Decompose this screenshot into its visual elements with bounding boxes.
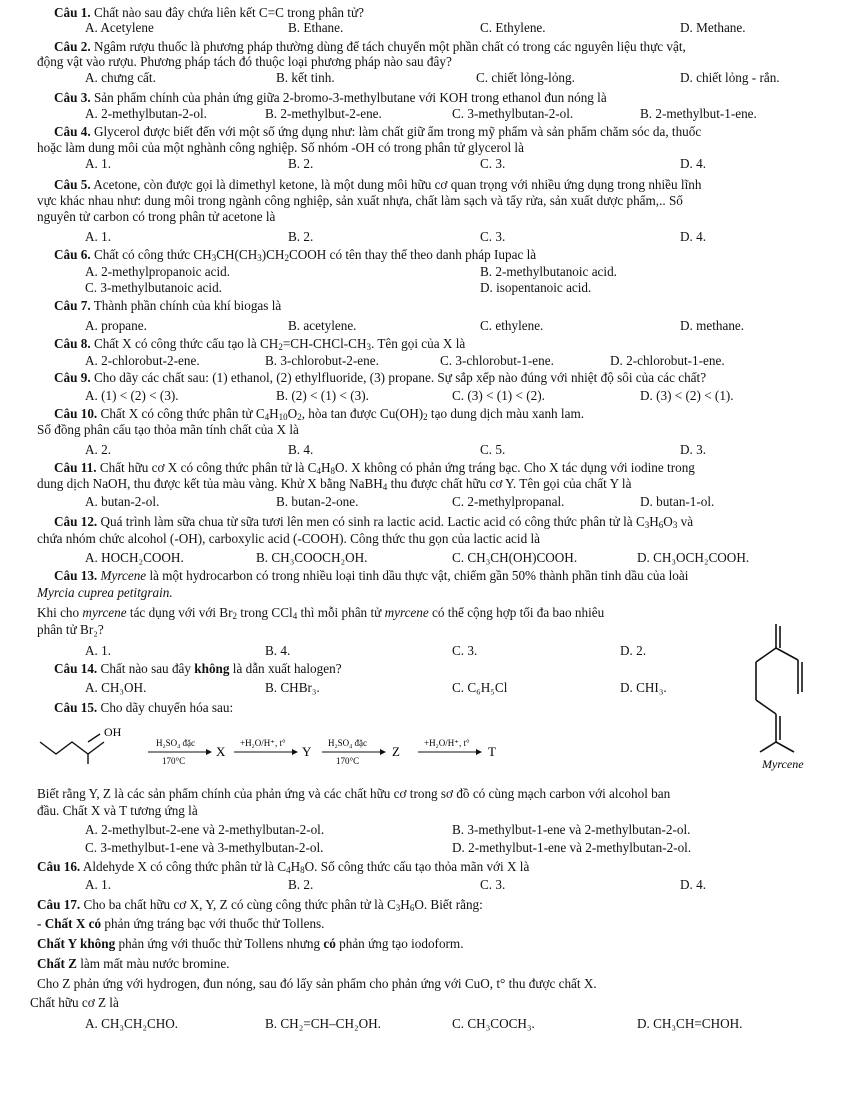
question-number: Câu 2.	[54, 39, 91, 54]
question-9	[54, 371, 706, 384]
option-b[interactable]: B. CH₂=CH–CH₂OH.	[265, 1016, 381, 1031]
option-d[interactable]: D. isopentanoic acid.	[480, 280, 592, 295]
question-text: Glycerol được biết đến với một số ứng dụng như: làm chất giữ ẩm trong mỹ phẩm và sản phẩm chăm sóc da, thuốc	[93, 124, 702, 139]
option-a[interactable]: A. (1) < (2) < (3).	[85, 388, 179, 403]
option-c[interactable]: C. 3-methylbutanoic acid.	[85, 280, 222, 295]
option-b[interactable]: B. CHBr₃.	[265, 680, 320, 695]
option-c[interactable]: C. 3.	[480, 877, 506, 892]
option-c[interactable]: C. chiết lỏng-lỏng.	[476, 70, 575, 85]
question-6	[54, 248, 536, 261]
question-text-cont: hoặc làm dung môi của một nghành công nghiệp. Số nhóm -OH có trong phân tử glycerol là	[37, 140, 524, 155]
option-d[interactable]: D. CH₃OCH₂COOH.	[637, 550, 750, 565]
question-15	[54, 701, 233, 714]
question-number: Câu 12.	[54, 514, 98, 529]
question-number: Câu 9.	[54, 370, 91, 385]
reagent-2: +H₂O/H⁺, t°	[240, 738, 286, 748]
question-text: Chất hữu cơ X có công thức phân tử là $C_4H_8O$. X không có phản ứng tráng bạc. Cho X tác dụng với iodine trong	[99, 460, 695, 476]
question-text: Thành phần chính của khí biogas là	[93, 298, 282, 313]
option-d[interactable]: D. 2-methylbut-1-ene và 2-methylbutan-2-ol.	[452, 840, 692, 855]
option-c[interactable]: C. Ethylene.	[480, 20, 546, 35]
question-text: Chất nào sau đây chứa liên kết C=C trong phân tử?	[93, 5, 364, 20]
question-text: Chất X có công thức cấu tạo là $CH_2=CH-CHCl-CH_3$. Tên gọi của X là	[93, 336, 466, 352]
option-a[interactable]: A. propane.	[85, 318, 147, 333]
product-t: T	[488, 744, 496, 759]
question-text-cont: Myrcia cuprea petitgrain.	[37, 585, 173, 600]
option-c[interactable]: C. 5.	[480, 442, 506, 457]
option-b[interactable]: B. 2-methylbut-2-ene.	[265, 106, 382, 121]
reagent-1-bottom: 170°C	[162, 756, 186, 766]
option-b[interactable]: B. 4.	[265, 643, 291, 658]
question-number: Câu 1.	[54, 5, 91, 20]
option-c[interactable]: C. 2-methylpropanal.	[452, 494, 565, 509]
question-number: Câu 16.	[37, 859, 81, 874]
option-a[interactable]: A. 2-chlorobut-2-ene.	[85, 353, 200, 368]
option-a[interactable]: A. butan-2-ol.	[85, 494, 160, 509]
option-d[interactable]: D. 2.	[620, 643, 647, 658]
myrcene-skeleton	[756, 624, 802, 752]
option-a[interactable]: A. 1.	[85, 156, 112, 171]
option-b[interactable]: B. 3-chlorobut-2-ene.	[265, 353, 379, 368]
question-number: Câu 8.	[54, 336, 91, 351]
question-text-cont: Số đồng phân cấu tạo thỏa mãn tính chất của X là	[37, 422, 299, 437]
option-a[interactable]: A. 1.	[85, 877, 112, 892]
option-c[interactable]: C. CH₃COCH₃.	[452, 1016, 535, 1031]
option-d[interactable]: D. 3.	[680, 442, 707, 457]
option-a[interactable]: A. chưng cất.	[85, 70, 156, 85]
option-a[interactable]: A. 2-methylbut-2-ene và 2-methylbutan-2-ol.	[85, 822, 325, 837]
option-d[interactable]: D. Methane.	[680, 20, 746, 35]
option-c[interactable]: C. 3-chlorobut-1-ene.	[440, 353, 554, 368]
question-text: Chất nào sau đây không là dẫn xuất halogen?	[100, 661, 342, 676]
option-b[interactable]: B. (2) < (1) < (3).	[276, 388, 369, 403]
question-17	[37, 898, 483, 911]
question-number: Câu 17.	[37, 897, 81, 912]
option-d[interactable]: D. 4.	[680, 156, 707, 171]
option-d[interactable]: D. 4.	[680, 229, 707, 244]
question-text-cont: Biết rằng Y, Z là các sản phẩm chính của phản ứng và các chất hữu cơ trong sơ đồ có cùng mạch carbon với alcohol ban	[37, 786, 671, 801]
question-number: Câu 4.	[54, 124, 91, 139]
option-b[interactable]: B. Ethane.	[288, 20, 344, 35]
arrow-1-head	[206, 749, 212, 755]
question-text: Aldehyde X có công thức phân tử là $C_4H_8O$. Số công thức cấu tạo thỏa mãn với X là	[82, 859, 530, 875]
question-text-cont: Chất Y không phản ứng với thuốc thử Tollens nhưng có phản ứng tạo iodoform.	[37, 936, 464, 951]
question-text-cont: Chất Z làm mất màu nước bromine.	[37, 956, 230, 971]
option-b[interactable]: B. acetylene.	[288, 318, 357, 333]
product-x: X	[216, 744, 226, 759]
option-c[interactable]: C. 3-methylbutan-2-ol.	[452, 106, 574, 121]
question-text-cont: dung dịch NaOH, thu được kết tủa màu vàng. Khử X bằng NaBH$_4$ thu được chất hữu cơ Y. Tên gọi của chất Y là	[37, 476, 632, 492]
option-a[interactable]: A. 2-methylpropanoic acid.	[85, 264, 231, 279]
question-14	[54, 662, 342, 675]
question-number: Câu 11.	[54, 460, 97, 475]
question-number: Câu 7.	[54, 298, 91, 313]
question-number: Câu 10.	[54, 406, 98, 421]
option-c[interactable]: C. (3) < (1) < (2).	[452, 388, 545, 403]
question-text: Chất X có công thức phân tử $C_4H_{10}O_2$, hòa tan được $Cu(OH)_2$ tạo dung dịch màu xanh lam.	[100, 406, 585, 422]
alcohol-skeleton	[40, 734, 104, 764]
question-text: Myrcene là một hydrocarbon có trong nhiều loại tinh dầu thực vật, chiếm gần 50% thành phần tinh dầu của loài	[100, 568, 689, 583]
reagent-3-bottom: 170°C	[336, 756, 360, 766]
question-text: Cho dãy các chất sau: (1) ethanol, (2) ethylfluoride, (3) propane. Sự sắp xếp nào đúng với nhiệt độ sôi của các chất?	[93, 370, 707, 385]
question-text-cont: Khi cho myrcene tác dụng với với $Br_2$ trong CCl$_4$ thì mỗi phân tử myrcene có thể cộng hợp tối đa bao nhiêu	[37, 605, 605, 621]
option-d[interactable]: D. butan-1-ol.	[640, 494, 715, 509]
question-text-cont: Chất hữu cơ Z là	[30, 995, 119, 1010]
product-y: Y	[302, 744, 312, 759]
option-a[interactable]: A. 2.	[85, 442, 112, 457]
question-text: Acetone, còn được gọi là dimethyl ketone, là một dung môi hữu cơ quan trọng với nhiều ứng dụng trong nhiều lĩnh	[93, 177, 702, 192]
myrcene-structure	[740, 618, 840, 778]
question-5	[54, 178, 701, 191]
option-d[interactable]: D. CH₃CH=CHOH.	[637, 1016, 743, 1031]
question-text-cont: đầu. Chất X và T tương ứng là	[37, 803, 198, 818]
option-d[interactable]: D. (3) < (2) < (1).	[640, 388, 734, 403]
option-a[interactable]: A. HOCH₂COOH.	[85, 550, 184, 565]
question-text-cont: phân tử Br₂?	[37, 622, 104, 637]
reagent-3-top: H₂SO₄ đặc	[328, 738, 368, 748]
reagent-4: +H₂O/H⁺, t°	[424, 738, 470, 748]
question-7	[54, 299, 281, 312]
option-b[interactable]: B. 2.	[288, 229, 314, 244]
question-text: Sản phẩm chính của phản ứng giữa 2-bromo-3-methylbutane với KOH trong ethanol đun nóng là	[93, 90, 607, 105]
option-a[interactable]: A. CH₃CH₂CHO.	[85, 1016, 179, 1031]
question-1	[54, 6, 364, 19]
option-a[interactable]: A. 1.	[85, 229, 112, 244]
question-16	[37, 860, 529, 873]
question-number: Câu 6.	[54, 247, 91, 262]
option-b[interactable]: B. 2.	[288, 877, 314, 892]
product-z: Z	[392, 744, 400, 759]
option-a[interactable]: A. 2-methylbutan-2-ol.	[85, 106, 207, 121]
question-8	[54, 337, 465, 350]
question-10	[54, 407, 584, 420]
oh-label: OH	[104, 725, 122, 739]
question-number: Câu 15.	[54, 700, 98, 715]
option-d[interactable]: D. CHI₃.	[620, 680, 667, 695]
question-text: Quá trình làm sữa chua từ sữa tươi lên men có sinh ra lactic acid. Lactic acid có công thức phân tử là $C_3H_6O_3$ và	[100, 514, 694, 530]
question-text-cont: Cho Z phản ứng với hydrogen, đun nóng, sau đó lấy sản phẩm cho phản ứng với CuO, t° thu được chất X.	[37, 976, 597, 991]
option-b[interactable]: B. kết tinh.	[276, 70, 335, 85]
option-b[interactable]: B. 3-methylbut-1-ene và 2-methylbutan-2-ol.	[452, 822, 691, 837]
question-number: Câu 14.	[54, 661, 98, 676]
question-number: Câu 3.	[54, 90, 91, 105]
option-b[interactable]: B. 2.	[288, 156, 314, 171]
option-d[interactable]: D. 4.	[680, 877, 707, 892]
option-b[interactable]: B. butan-2-one.	[276, 494, 359, 509]
option-c[interactable]: C. C₆H₅Cl	[452, 680, 508, 695]
option-a[interactable]: A. Acetylene	[85, 20, 154, 35]
option-d[interactable]: D. chiết lỏng - rắn.	[680, 70, 780, 85]
question-4	[54, 125, 701, 138]
option-c[interactable]: C. ethylene.	[480, 318, 544, 333]
question-text: Ngâm rượu thuốc là phương pháp thường dùng để tách chuyển một phần chất có trong các nguyên liệu thực vật,	[93, 39, 686, 54]
question-3	[54, 91, 607, 104]
arrow-2-head	[292, 749, 298, 755]
option-c[interactable]: C. 3.	[452, 643, 478, 658]
option-d[interactable]: B. 2-methylbut-1-ene.	[640, 106, 757, 121]
option-b[interactable]: B. CH₃COOCH₂OH.	[256, 550, 368, 565]
option-b[interactable]: B. 4.	[288, 442, 314, 457]
question-text: Chất có công thức $CH_3CH(CH_3)CH_2COOH$ có tên thay thế theo danh pháp Iupac là	[93, 247, 537, 263]
arrow-4-head	[476, 749, 482, 755]
question-text: Cho dãy chuyển hóa sau:	[100, 700, 234, 715]
option-c[interactable]: C. CH₃CH(OH)COOH.	[452, 550, 578, 565]
option-a[interactable]: A. CH₃OH.	[85, 680, 147, 695]
option-c[interactable]: C. 3-methylbut-1-ene và 3-methylbutan-2-ol.	[85, 840, 324, 855]
option-d[interactable]: D. methane.	[680, 318, 745, 333]
arrow-3-head	[380, 749, 386, 755]
reaction-scheme	[30, 724, 630, 774]
question-number: Câu 13.	[54, 568, 98, 583]
question-text-cont: chứa nhóm chức alcohol (-OH), carboxylic acid (-COOH). Công thức thu gọn của lactic acid là	[37, 531, 540, 546]
question-text-cont: - Chất X có phản ứng tráng bạc với thuốc thử Tollens.	[37, 916, 325, 931]
option-c[interactable]: C. 3.	[480, 156, 506, 171]
reagent-1-top: H₂SO₄ đặc	[156, 738, 196, 748]
question-text-cont: động vật vào rượu. Phương pháp tách đó thuộc loại phương pháp nào sau đây?	[37, 54, 452, 69]
question-text-cont: nguyên tử carbon có trong phân tử acetone là	[37, 209, 276, 224]
option-c[interactable]: C. 3.	[480, 229, 506, 244]
option-a[interactable]: A. 1.	[85, 643, 112, 658]
question-2	[54, 40, 686, 53]
question-text: Cho ba chất hữu cơ X, Y, Z có cùng công thức phân tử là $C_3H_6O$. Biết rằng:	[83, 897, 483, 913]
option-b[interactable]: B. 2-methylbutanoic acid.	[480, 264, 617, 279]
question-11	[54, 461, 695, 474]
question-text-cont: vực khác nhau như: dung môi trong ngành công nghiệp, sản xuất nhựa, chất làm sạch và tẩy rửa, sản xuất dược phẩm,.. Số	[37, 193, 683, 208]
option-d[interactable]: D. 2-chlorobut-1-ene.	[610, 353, 725, 368]
question-number: Câu 5.	[54, 177, 91, 192]
question-12	[54, 515, 693, 528]
myrcene-label: Myrcene	[762, 757, 804, 771]
question-13	[54, 569, 688, 582]
